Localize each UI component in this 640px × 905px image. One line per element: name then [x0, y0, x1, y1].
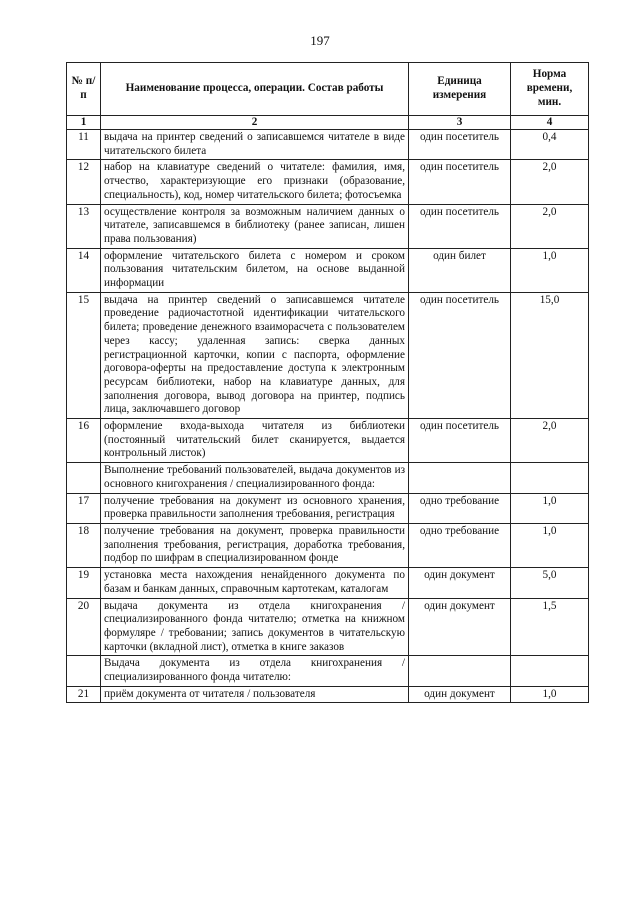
- header-num: № п/п: [67, 63, 101, 116]
- column-number: 2: [101, 116, 409, 130]
- row-number: 16: [67, 419, 101, 463]
- row-norm: 1,5: [511, 598, 589, 656]
- row-unit: один документ: [409, 686, 511, 703]
- row-unit: один посетитель: [409, 130, 511, 160]
- row-unit: одно требование: [409, 493, 511, 523]
- row-norm: 1,0: [511, 248, 589, 292]
- table-row: [67, 493, 589, 523]
- table-row: [67, 160, 589, 204]
- table-row: [67, 523, 589, 567]
- row-description: установка места нахождения ненайденного документа по базам и банкам данных, справочным картотекам, каталогам: [101, 568, 409, 598]
- row-unit: один посетитель: [409, 160, 511, 204]
- row-unit: один документ: [409, 598, 511, 656]
- row-description: выдача документа из отдела книгохранения / специализированного фонда читателю; отметка на книжном формуляре / требовании; запись документов в читательскую карточки (вкладной лист), отметка в книге заказов: [101, 598, 409, 656]
- row-unit: один билет: [409, 248, 511, 292]
- table-row: [67, 463, 589, 493]
- row-number: 21: [67, 686, 101, 703]
- row-norm: 1,0: [511, 493, 589, 523]
- column-number: 4: [511, 116, 589, 130]
- table-row: [67, 130, 589, 160]
- row-norm: 5,0: [511, 568, 589, 598]
- row-number: [67, 656, 101, 686]
- table-header-row: [67, 63, 589, 116]
- row-number: 20: [67, 598, 101, 656]
- row-norm: [511, 656, 589, 686]
- row-description: оформление читательского билета с номером и сроком пользования читательским билетом, на основе выданной информации: [101, 248, 409, 292]
- row-norm: 1,0: [511, 523, 589, 567]
- row-description: осуществление контроля за возможным наличием данных о читателе, записавшемся в библиотеку (ранее записан, лишен права пользования): [101, 204, 409, 248]
- row-number: 19: [67, 568, 101, 598]
- row-number: 14: [67, 248, 101, 292]
- row-description: Выдача документа из отдела книгохранения / специализированного фонда читателю:: [101, 656, 409, 686]
- row-number: 13: [67, 204, 101, 248]
- header-norm: Норма времени, мин.: [511, 63, 589, 116]
- row-unit: одно требование: [409, 523, 511, 567]
- row-number: 17: [67, 493, 101, 523]
- row-number: [67, 463, 101, 493]
- row-unit: один документ: [409, 568, 511, 598]
- table-row: [67, 292, 589, 418]
- page-number: 197: [310, 33, 330, 48]
- row-norm: 2,0: [511, 204, 589, 248]
- table-row: [67, 598, 589, 656]
- table-row: [67, 204, 589, 248]
- row-norm: 2,0: [511, 160, 589, 204]
- column-numbers-row: [67, 116, 589, 130]
- row-number: 18: [67, 523, 101, 567]
- header-unit: Единица измерения: [409, 63, 511, 116]
- row-unit: [409, 463, 511, 493]
- column-number: 3: [409, 116, 511, 130]
- row-description: набор на клавиатуре сведений о читателе: фамилия, имя, отчество, характеризующие его признаки (образование, специальность), код, номер читательского билета; фотосъемка: [101, 160, 409, 204]
- row-description: выдача на принтер сведений о записавшемся читателе проведение радиочастотной идентификации читательского билета; проведение денежного взаиморасчета с пользователем через кассу; удаленная запись: сверка данных регистрационной карточки, копии с паспорта, оформление договора-оферты на предоставление доступа к электронным ресурсам библиотеки, набор на клавиатуре данных, для заполнения договора, вывод договора на принтер, подпись лица, заключавшего договор: [101, 292, 409, 418]
- row-description: выдача на принтер сведений о записавшемся читателе в виде читательского билета: [101, 130, 409, 160]
- row-norm: [511, 463, 589, 493]
- table-body: [67, 130, 589, 703]
- row-number: 12: [67, 160, 101, 204]
- row-norm: 1,0: [511, 686, 589, 703]
- row-description: получение требования на документ, проверка правильности заполнения требования, регистрация, доработка требования, подбор по шифрам в специализированном фонде: [101, 523, 409, 567]
- table-row: [67, 568, 589, 598]
- time-norms-table: [66, 62, 589, 703]
- row-norm: 0,4: [511, 130, 589, 160]
- row-description: приём документа от читателя / пользователя: [101, 686, 409, 703]
- column-number: 1: [67, 116, 101, 130]
- row-description: получение требования на документ из основного хранения, проверка правильности заполнения требования, регистрация: [101, 493, 409, 523]
- row-number: 11: [67, 130, 101, 160]
- table-row: [67, 419, 589, 463]
- row-description: оформление входа-выхода читателя из библиотеки (постоянный читательский билет сканируется, выдается контрольный листок): [101, 419, 409, 463]
- row-norm: 2,0: [511, 419, 589, 463]
- header-name: Наименование процесса, операции. Состав работы: [101, 63, 409, 116]
- table-row: [67, 686, 589, 703]
- row-norm: 15,0: [511, 292, 589, 418]
- table-row: [67, 248, 589, 292]
- row-unit: один посетитель: [409, 419, 511, 463]
- table-row: [67, 656, 589, 686]
- row-unit: один посетитель: [409, 204, 511, 248]
- row-unit: один посетитель: [409, 292, 511, 418]
- row-number: 15: [67, 292, 101, 418]
- row-description: Выполнение требований пользователей, выдача документов из основного книгохранения / специализированного фонда:: [101, 463, 409, 493]
- row-unit: [409, 656, 511, 686]
